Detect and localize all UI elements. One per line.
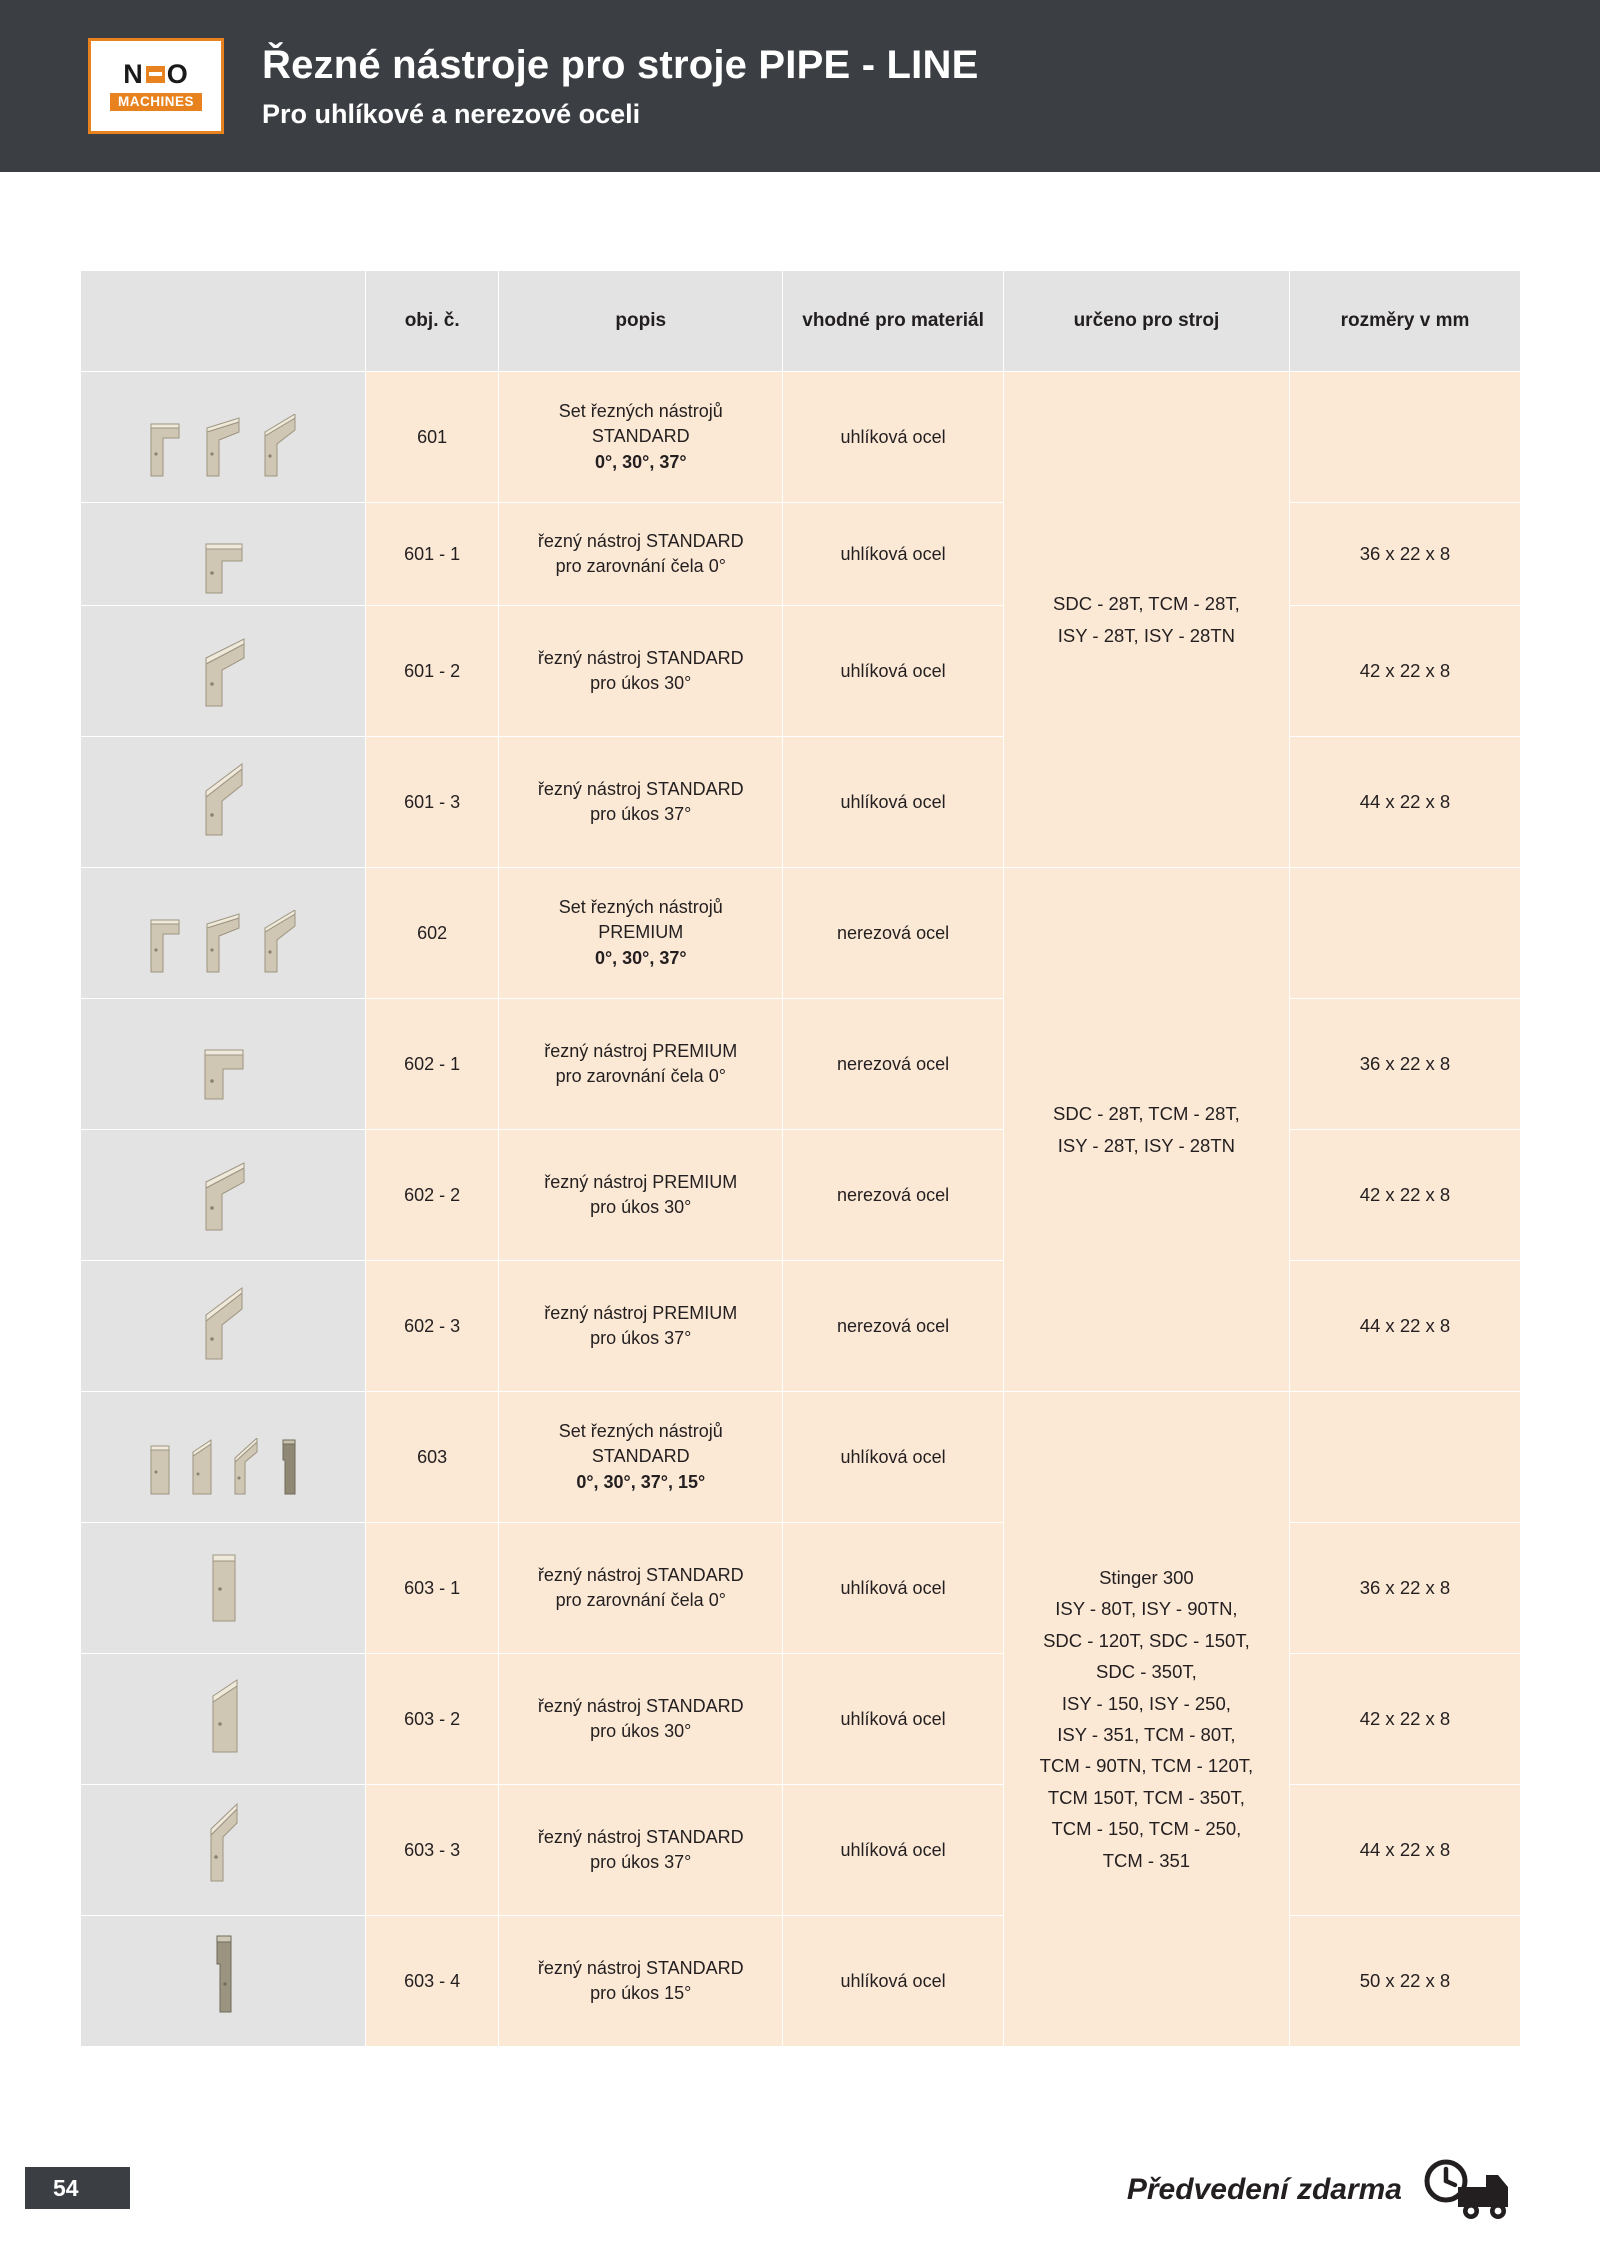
- product-description: [499, 372, 783, 503]
- product-material: uhlíková ocel: [783, 1392, 1004, 1523]
- machine-line-2: ISY - 28T, ISY - 28TN: [1057, 1134, 1235, 1156]
- product-material: uhlíková ocel: [783, 606, 1004, 737]
- machine-line-2: ISY - 80T, ISY - 90TN,: [1055, 1598, 1238, 1620]
- tool-37deg-big-icon: [85, 1807, 361, 1893]
- product-material: uhlíková ocel: [783, 737, 1004, 868]
- desc-line-1: řezný nástroj STANDARD: [537, 1957, 744, 1978]
- product-image-cell: [81, 606, 366, 737]
- product-dimensions: [1289, 868, 1520, 999]
- footer-promo: [1127, 2157, 1516, 2223]
- product-dimensions: 42 x 22 x 8: [1289, 1654, 1520, 1785]
- desc-line-2: pro úkos 37°: [590, 804, 692, 824]
- product-dimensions: 36 x 22 x 8: [1289, 1523, 1520, 1654]
- product-dimensions: 42 x 22 x 8: [1289, 606, 1520, 737]
- product-material: uhlíková ocel: [783, 372, 1004, 503]
- product-material: uhlíková ocel: [783, 1654, 1004, 1785]
- desc-line-2: pro úkos 30°: [590, 1721, 692, 1741]
- machine-line-1: SDC - 28T, TCM - 28T,: [1053, 1103, 1240, 1125]
- product-dimensions: 44 x 22 x 8: [1289, 1785, 1520, 1916]
- product-code: 601: [366, 372, 499, 503]
- table-row: [81, 1654, 1521, 1785]
- desc-line-1: řezný nástroj PREMIUM: [544, 1040, 738, 1061]
- product-material: nerezová ocel: [783, 1130, 1004, 1261]
- product-description: [499, 1392, 783, 1523]
- column-header-obj: obj. č.: [366, 271, 499, 372]
- desc-line-2: pro úkos 37°: [590, 1328, 692, 1348]
- machine-group-3: [1003, 1392, 1289, 2047]
- logo-letter-o: O: [166, 58, 189, 89]
- desc-line-2: pro zarovnání čela 0°: [555, 1590, 726, 1610]
- tool-37deg-icon: [227, 1438, 263, 1500]
- product-dimensions: 42 x 22 x 8: [1289, 1130, 1520, 1261]
- product-dimensions: 44 x 22 x 8: [1289, 737, 1520, 868]
- product-description: [499, 999, 783, 1130]
- product-description: [499, 1654, 783, 1785]
- promo-text: Předvedení zdarma: [1126, 2173, 1402, 2206]
- desc-line-2: pro úkos 30°: [590, 1197, 692, 1217]
- product-description: [499, 1785, 783, 1916]
- desc-line-1: řezný nástroj PREMIUM: [544, 1171, 738, 1192]
- table-row: [81, 737, 1521, 868]
- product-dimensions: [1289, 1392, 1520, 1523]
- desc-line-2: pro úkos 37°: [590, 1852, 692, 1872]
- product-image-cell: [81, 999, 366, 1130]
- table-row: [81, 1916, 1521, 2047]
- product-code: 602 - 1: [366, 999, 499, 1130]
- product-material: uhlíková ocel: [783, 1523, 1004, 1654]
- four-tools-icon: [85, 1414, 361, 1500]
- column-header-image: [81, 271, 366, 372]
- product-description: [499, 606, 783, 737]
- content-sheet: [0, 172, 1600, 2047]
- product-description: [499, 1523, 783, 1654]
- machine-line-9: TCM - 150, TCM - 250,: [1051, 1818, 1242, 1840]
- product-image-cell: [81, 737, 366, 868]
- product-image-cell: [81, 1654, 366, 1785]
- product-code: 601 - 1: [366, 503, 499, 606]
- product-material: uhlíková ocel: [783, 1785, 1004, 1916]
- product-code: 603 - 3: [366, 1785, 499, 1916]
- product-description: [499, 737, 783, 868]
- machine-group-1: [1003, 372, 1289, 868]
- product-description: [499, 503, 783, 606]
- brand-logo: [88, 38, 224, 134]
- delivery-truck-icon: [1424, 2157, 1516, 2223]
- product-image-cell: [81, 1261, 366, 1392]
- tool-30deg-icon: [85, 1152, 361, 1238]
- tool-30deg-big-icon: [85, 1676, 361, 1762]
- product-description: [499, 1916, 783, 2047]
- tool-0deg-icon: [145, 414, 185, 480]
- machine-line-8: TCM 150T, TCM - 350T,: [1047, 1786, 1245, 1808]
- product-material: nerezová ocel: [783, 999, 1004, 1130]
- desc-line-1: řezný nástroj PREMIUM: [544, 1302, 738, 1323]
- logo-letter-n: N: [123, 58, 144, 89]
- tool-15deg-icon: [273, 1438, 303, 1500]
- tool-30deg-icon: [199, 414, 243, 480]
- product-code: 601 - 3: [366, 737, 499, 868]
- product-dimensions: 36 x 22 x 8: [1289, 503, 1520, 606]
- desc-line-2: pro úkos 30°: [590, 673, 692, 693]
- product-material: nerezová ocel: [783, 868, 1004, 999]
- desc-line-3: 0°, 30°, 37°: [594, 451, 687, 472]
- machine-line-5: ISY - 150, ISY - 250,: [1061, 1692, 1231, 1714]
- machine-line-7: TCM - 90TN, TCM - 120T,: [1039, 1755, 1254, 1777]
- page-title: Řezné nástroje pro stroje PIPE - LINE: [262, 42, 979, 87]
- logo-subtext: MACHINES: [110, 93, 202, 112]
- machine-line-4: SDC - 350T,: [1096, 1661, 1197, 1683]
- column-header-material: vhodné pro materiál: [783, 271, 1004, 372]
- desc-line-1: řezný nástroj STANDARD: [537, 778, 744, 799]
- product-material: uhlíková ocel: [783, 1916, 1004, 2047]
- product-description: [499, 1130, 783, 1261]
- tool-37deg-icon: [257, 414, 301, 480]
- desc-line-1: řezný nástroj STANDARD: [537, 1564, 744, 1585]
- desc-line-1: Set řezných nástrojů: [558, 1421, 723, 1442]
- desc-line-2: pro zarovnání čela 0°: [555, 1066, 726, 1086]
- desc-line-3: 0°, 30°, 37°, 15°: [576, 1471, 706, 1492]
- table-row: [81, 1523, 1521, 1654]
- product-code: 602 - 2: [366, 1130, 499, 1261]
- page-header: [0, 0, 1600, 172]
- product-image-cell: [81, 1916, 366, 2047]
- three-tools-icon: [85, 890, 361, 976]
- tool-37deg-icon: [85, 1283, 361, 1369]
- page-number: 54: [25, 2167, 130, 2209]
- desc-line-2: pro úkos 15°: [590, 1983, 692, 2003]
- desc-line-2: PREMIUM: [598, 922, 684, 943]
- table-row: [81, 1785, 1521, 1916]
- column-header-dimensions: rozměry v mm: [1289, 271, 1520, 372]
- products-table: [80, 270, 1521, 2047]
- tool-0deg-icon: [143, 1438, 175, 1500]
- table-row: [81, 1130, 1521, 1261]
- desc-line-1: Set řezných nástrojů: [558, 401, 723, 422]
- product-description: [499, 1261, 783, 1392]
- machine-line-3: SDC - 120T, SDC - 150T,: [1043, 1629, 1250, 1651]
- product-material: uhlíková ocel: [783, 503, 1004, 606]
- table-row: [81, 503, 1521, 606]
- product-code: 603 - 2: [366, 1654, 499, 1785]
- product-dimensions: 44 x 22 x 8: [1289, 1261, 1520, 1392]
- desc-line-2: pro zarovnání čela 0°: [555, 556, 726, 576]
- product-image-cell: [81, 1392, 366, 1523]
- machine-line-6: ISY - 351, TCM - 80T,: [1057, 1724, 1236, 1745]
- tool-0deg-icon: [145, 910, 185, 976]
- tool-0deg-icon: [85, 1021, 361, 1107]
- product-code: 601 - 2: [366, 606, 499, 737]
- tool-0deg-big-icon: [85, 1545, 361, 1631]
- column-header-desc: popis: [499, 271, 783, 372]
- machine-line-2: ISY - 28T, ISY - 28TN: [1057, 624, 1235, 646]
- logo-wordmark: [123, 58, 189, 89]
- product-material: nerezová ocel: [783, 1261, 1004, 1392]
- desc-line-1: řezný nástroj STANDARD: [537, 1826, 744, 1847]
- table-row: [81, 868, 1521, 999]
- desc-line-1: řezný nástroj STANDARD: [537, 530, 744, 551]
- product-image-cell: [81, 1785, 366, 1916]
- desc-line-2: STANDARD: [591, 426, 690, 447]
- desc-line-1: Set řezných nástrojů: [558, 897, 723, 918]
- tool-30deg-icon: [199, 910, 243, 976]
- table-header-row: [81, 271, 1521, 372]
- table-row: [81, 372, 1521, 503]
- product-code: 603 - 4: [366, 1916, 499, 2047]
- table-row: [81, 1392, 1521, 1523]
- machine-group-2: [1003, 868, 1289, 1392]
- product-dimensions: 50 x 22 x 8: [1289, 1916, 1520, 2047]
- product-image-cell: [81, 503, 366, 606]
- tool-30deg-icon: [185, 1438, 217, 1500]
- product-code: 602: [366, 868, 499, 999]
- product-image-cell: [81, 372, 366, 503]
- three-tools-icon: [85, 394, 361, 480]
- desc-line-1: řezný nástroj STANDARD: [537, 1695, 744, 1716]
- tool-15deg-icon: [85, 1938, 361, 2024]
- machine-line-1: Stinger 300: [1099, 1566, 1194, 1588]
- table-row: [81, 606, 1521, 737]
- table-row: [81, 1261, 1521, 1392]
- product-code: 603: [366, 1392, 499, 1523]
- table-row: [81, 999, 1521, 1130]
- tool-30deg-icon: [85, 628, 361, 714]
- header-title-block: [262, 42, 978, 130]
- tool-37deg-icon: [85, 759, 361, 845]
- logo-mark-icon: [146, 66, 165, 83]
- machine-line-1: SDC - 28T, TCM - 28T,: [1053, 593, 1240, 615]
- desc-line-1: řezný nástroj STANDARD: [537, 647, 744, 668]
- page-footer: [0, 2143, 1600, 2263]
- product-code: 603 - 1: [366, 1523, 499, 1654]
- product-dimensions: 36 x 22 x 8: [1289, 999, 1520, 1130]
- product-image-cell: [81, 1523, 366, 1654]
- tool-0deg-icon: [85, 511, 361, 597]
- product-image-cell: [81, 1130, 366, 1261]
- product-image-cell: [81, 868, 366, 999]
- tool-37deg-icon: [257, 910, 301, 976]
- desc-line-2: STANDARD: [591, 1446, 690, 1467]
- product-code: 602 - 3: [366, 1261, 499, 1392]
- column-header-machine: určeno pro stroj: [1003, 271, 1289, 372]
- desc-line-3: 0°, 30°, 37°: [594, 947, 687, 968]
- page-subtitle: Pro uhlíkové a nerezové oceli: [262, 98, 641, 129]
- product-dimensions: [1289, 372, 1520, 503]
- product-description: [499, 868, 783, 999]
- machine-line-10: TCM - 351: [1102, 1849, 1191, 1871]
